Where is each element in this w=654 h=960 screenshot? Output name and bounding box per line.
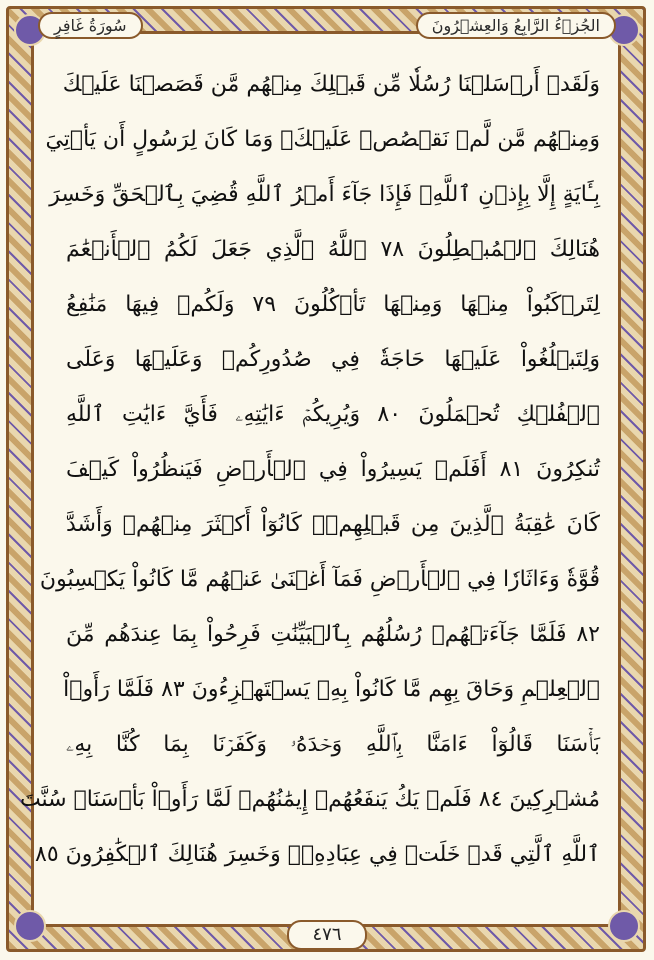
page-number: ٤٧٦: [287, 920, 367, 950]
text-line: وَلِتَبۡلُغُواْ عَلَيۡهَا حَاجَةٗ فِي صُدُورِكُمۡ وَعَلَيۡهَا وَعَلَى: [66, 347, 600, 372]
text-line: ٱللَّهِ ٱلَّتِي قَدۡ خَلَتۡ فِي عِبَادِهِۦۖ وَخَسِرَ هُنَالِكَ ٱلۡكَٰفِرُونَ ٨٥: [35, 842, 600, 867]
corner-ornament-icon: [14, 910, 46, 942]
text-line: وَلَقَدۡ أَرۡسَلۡنَا رُسُلٗا مِّن قَبۡلِكَ مِنۡهُم مَّن قَصَصۡنَا عَلَيۡكَ: [62, 72, 600, 97]
text-line: تُنكِرُونَ ٨١ أَفَلَمۡ يَسِيرُواْ فِي ٱلۡأَرۡضِ فَيَنظُرُواْ كَيۡفَ: [66, 457, 600, 482]
text-line: ٨٢ فَلَمَّا جَآءَتۡهُمۡ رُسُلُهُم بِٱلۡبَيِّنَٰتِ فَرِحُواْ بِمَا عِندَهُم مِّنَ: [66, 622, 600, 647]
quran-text: [19, 68, 600, 898]
page-header: [28, 10, 626, 40]
juz-name: الجُزۡءُ الرَّابِعُ وَالعِشۡرُونَ: [416, 12, 616, 39]
corner-ornament-icon: [608, 910, 640, 942]
text-line: قُوَّةٗ وَءَاثَارٗا فِي ٱلۡأَرۡضِ فَمَآ أَغۡنَىٰ عَنۡهُم مَّا كَانُواْ يَكۡسِبُونَ: [39, 567, 600, 592]
text-line: مُشۡرِكِينَ ٨٤ فَلَمۡ يَكُ يَنفَعُهُمۡ إِيمَٰنُهُمۡ لَمَّا رَأَوۡاْ بَأۡسَنَاۖ سُنَّتَ: [19, 787, 600, 812]
text-line: ٱلۡفُلۡكِ تُحۡمَلُونَ ٨٠ وَيُرِيكُمۡ ءَايَٰتِهِۦ فَأَيَّ ءَايَٰتِ ٱللَّهِ: [66, 402, 600, 427]
text-line: وَمِنۡهُم مَّن لَّمۡ نَقۡصُصۡ عَلَيۡكَۗ وَمَا كَانَ لِرَسُولٍ أَن يَأۡتِيَ: [45, 127, 600, 152]
text-line: كَانَ عَٰقِبَةُ ٱلَّذِينَ مِن قَبۡلِهِمۡۚ كَانُوٓاْ أَكۡثَرَ مِنۡهُمۡ وَأَشَدَّ: [66, 512, 600, 537]
text-line: بِـَٔايَةٍ إِلَّا بِإِذۡنِ ٱللَّهِۚ فَإِذَا جَآءَ أَمۡرُ ٱللَّهِ قُضِيَ بِٱلۡحَقِّ وَخَسِرَ: [49, 182, 600, 207]
text-line: هُنَالِكَ ٱلۡمُبۡطِلُونَ ٧٨ ٱللَّهُ ٱلَّذِي جَعَلَ لَكُمُ ٱلۡأَنۡعَٰمَ: [66, 237, 600, 262]
text-line: ٱلۡعِلۡمِ وَحَاقَ بِهِم مَّا كَانُواْ بِهِۦ يَسۡتَهۡزِءُونَ ٨٣ فَلَمَّا رَأَوۡاْ: [63, 677, 600, 702]
text-line: بَأۡسَنَا قَالُوٓاْ ءَامَنَّا بِٱللَّهِ وَحۡدَهُۥ وَكَفَرۡنَا بِمَا كُنَّا بِهِۦ: [66, 732, 600, 757]
surah-name: سُورَةُ غَافِرٍ: [38, 12, 143, 39]
text-line: لِتَرۡكَبُواْ مِنۡهَا وَمِنۡهَا تَأۡكُلُونَ ٧٩ وَلَكُمۡ فِيهَا مَنَٰفِعُ: [66, 292, 600, 317]
